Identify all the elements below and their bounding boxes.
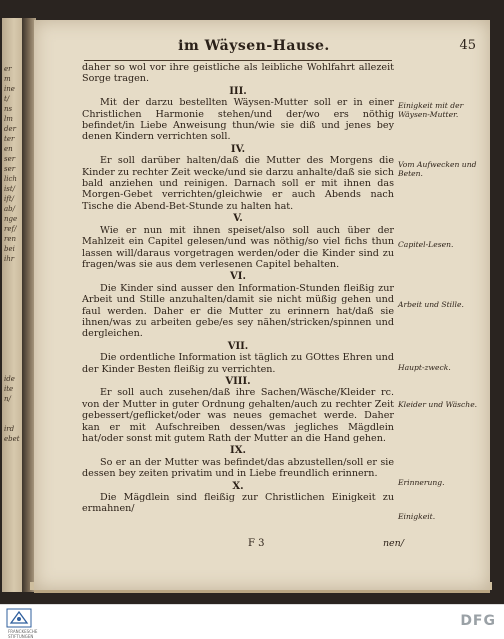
section-paragraph: Die Kinder sind ausser den Information-Stunden fleißig zur Arbeit und Stille anzuhalten/damit sie nicht müßig gehen und faul werden. Daher er die Mutter zu erinnern hat/daß sie ihnen/was zu arbeiten gebe/es sey nähen/stricken/spinnen und dergleichen. (82, 282, 394, 340)
previous-page-fragment: ser (4, 155, 16, 163)
previous-page-fragment: ter (4, 135, 15, 143)
previous-page-fragment: t/ (4, 95, 10, 103)
previous-page-fragment (2, 414, 22, 424)
previous-page-fragment (2, 404, 22, 414)
margin-note: Haupt-zweck. (398, 363, 451, 372)
margin-note: Arbeit und Stille. (398, 300, 464, 309)
previous-page-fragment: lich (4, 175, 17, 183)
previous-page-fragment: ird (4, 425, 15, 433)
page-number: 45 (459, 38, 476, 53)
margin-note: Vom Aufwecken und Beten. (398, 160, 477, 178)
viewer-footer (0, 604, 504, 639)
section-numeral: VIII. (225, 375, 251, 387)
header-rule (84, 60, 392, 61)
dfg-logo[interactable]: DFG (460, 613, 496, 629)
section-paragraph: Die ordentliche Information ist täglich zu GOttes Ehren und der Kinder Besten fleißig zu verrichten. (82, 352, 394, 375)
previous-page-fragment: n/ (4, 395, 11, 403)
section-numeral: VI. (230, 271, 246, 283)
previous-page-fragment: der (4, 125, 16, 133)
page-header (44, 38, 476, 58)
section-numeral: VII. (227, 340, 249, 352)
section-paragraph: Wie er nun mit ihnen speiset/also soll auch über der Mahlzeit ein Capitel gelesen/und was nöthig/so viel fichs thun lassen will/daraus vorgetragen werden/oder die Kinder sind zu fragen/was sie aus dem verlesenen Capitel behalten. (82, 224, 394, 270)
previous-page-fragment: ren (4, 235, 16, 243)
margin-note: Kleider und Wäsche. (398, 400, 478, 409)
margin-note: Erinnerung. (398, 478, 445, 487)
section-numeral: IX. (230, 445, 246, 457)
previous-page-fragment (2, 344, 22, 354)
page-footer (82, 538, 404, 550)
previous-page-fragment: er (4, 65, 12, 73)
section-paragraph: Die Mägdlein sind fleißig zur Christlichen Einigkeit zu ermahnen/ (82, 492, 394, 515)
previous-page-fragment: ite (4, 385, 14, 393)
previous-page-fragment: ab/ (4, 205, 16, 213)
margin-note: Einigkeit. (398, 512, 436, 521)
previous-page-fragment: ns (4, 105, 13, 113)
section-paragraph: So er an der Mutter was befindet/das abzustellen/soll er sie dessen bey zeiten privatim und in Liebe freundlich erinnern. (82, 456, 394, 480)
previous-page-fragment: bei (4, 245, 15, 253)
library-logo-icon[interactable] (6, 608, 38, 639)
margin-note: Capitel-Lesen. (398, 240, 454, 249)
section-paragraph: Mit der darzu bestellten Wäysen-Mutter soll er in einer Christlichen Harmonie stehen/und der/wo ers nöthig befindet/in Liebe Anweisung thun/wie sie diß und jenes bey denen Kindern verrichten soll. (82, 97, 394, 143)
previous-page-fragment (2, 324, 22, 334)
previous-page-fragment (2, 364, 22, 374)
signature-mark: F 3 (248, 538, 265, 549)
previous-page-edge (2, 18, 23, 592)
previous-page-fragment: m (4, 75, 11, 83)
previous-page-fragment: ine (4, 85, 15, 93)
section-paragraph: Er soll auch zusehen/daß ihre Sachen/Wäsche/Kleider rc. von der Mutter in guter Ordnung gehalten/auch zu rechter Zeit gebessert/geflicket/oder was neues gemachet werde. Daher kan er mit Aufschreiben dessen/was jegliches Mägdlein hat/oder sonst mit gutem Rath der Mutter an die Hand gehen. (82, 387, 394, 444)
section-numeral: X. (232, 480, 244, 492)
previous-page-fragments (2, 64, 22, 444)
previous-page-fragment: en (4, 145, 13, 153)
section-paragraph: Er soll darüber halten/daß die Mutter des Morgens die Kinder zu rechter Zeit wecke/und sie darzu anhalte/daß sie sich bald anziehen und reinigen. Darnach soll er mit ihnen das Morgen-Gebet verrichten/gleichwie er auch Abends nach Tische die Abend-Bet-Stunde zu halten hat. (82, 155, 394, 212)
previous-page-fragment: ser (4, 165, 16, 173)
section-numeral: III. (229, 85, 247, 97)
previous-page-fragment (2, 354, 22, 364)
previous-page-fragment: ebet (4, 435, 20, 443)
main-text (82, 62, 394, 515)
catchword: nen/ (382, 538, 404, 549)
section-0-paragraph: daher so wol vor ihre geistliche als leibliche Wohlfahrt allezeit Sorge tragen. (82, 62, 394, 85)
previous-page-fragment: nge (4, 215, 18, 223)
previous-page-fragment: ref/ (4, 225, 17, 233)
previous-page-fragment: ihr (4, 255, 15, 263)
library-caption: FRANCKESCHE STIFTUNGEN (8, 629, 38, 639)
section-numeral: IV. (230, 143, 246, 155)
section-numeral: V. (233, 213, 243, 225)
previous-page-fragment: lm (4, 115, 13, 123)
previous-page-fragment: ide (4, 375, 15, 383)
running-title: im Wäysen-Hause. (178, 38, 330, 54)
previous-page-fragment (2, 334, 22, 344)
previous-page-fragment: ist/ (4, 185, 16, 193)
margin-note: Einigkeit mit der Wäysen-Mutter. (398, 101, 464, 119)
previous-page-fragment: ift/ (4, 195, 15, 203)
